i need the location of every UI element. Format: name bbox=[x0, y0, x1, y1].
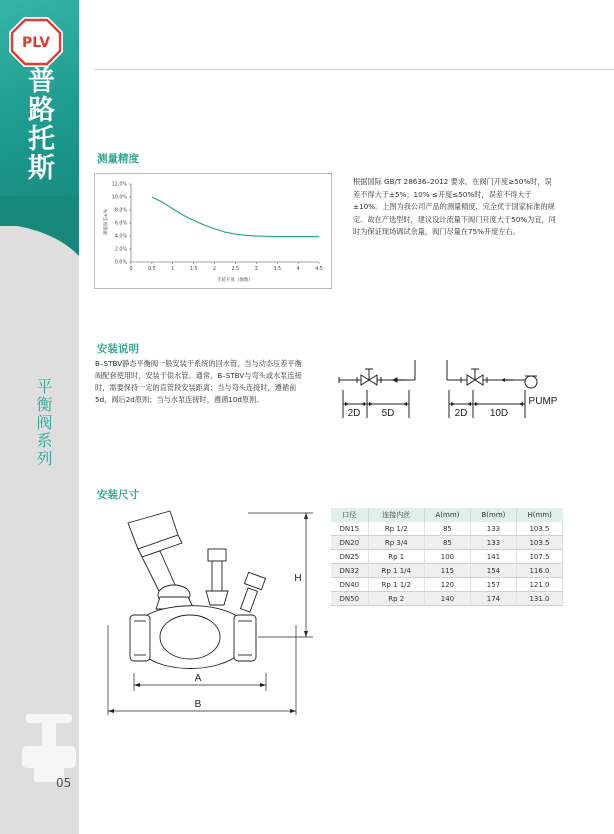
sidebar-curve bbox=[0, 196, 79, 256]
table-cell: 103.5 bbox=[516, 522, 562, 536]
accuracy-chart bbox=[94, 173, 332, 289]
table-row bbox=[331, 522, 563, 536]
chart-y-tick-label: 4.0% bbox=[114, 234, 127, 240]
chart-x-tick-label: 3 bbox=[254, 267, 258, 272]
table-row bbox=[331, 536, 563, 550]
chart-y-tick-label: 2.0% bbox=[114, 247, 127, 253]
chart-x-tick-label: 4 bbox=[296, 267, 300, 272]
dimension-a-label: A bbox=[194, 673, 202, 684]
table-cell: 85 bbox=[424, 522, 470, 536]
install-diagram-elbow bbox=[333, 356, 433, 424]
table-cell: DN50 bbox=[331, 592, 368, 606]
table-cell: 100 bbox=[424, 550, 470, 564]
valve-drawing bbox=[98, 505, 323, 723]
table-cell: 85 bbox=[424, 536, 470, 550]
chart-y-tick-label: 0.0% bbox=[114, 260, 127, 266]
table-cell: DN15 bbox=[331, 522, 368, 536]
dimensions-title: 安装尺寸 bbox=[97, 489, 139, 501]
install-title: 安装说明 bbox=[97, 343, 139, 355]
table-cell: 107.5 bbox=[516, 550, 562, 564]
table-cell: Rp 1 1/2 bbox=[368, 578, 424, 592]
table-cell: 120 bbox=[424, 578, 470, 592]
table-header-row bbox=[331, 508, 563, 522]
table-cell: DN25 bbox=[331, 550, 368, 564]
table-cell: DN20 bbox=[331, 536, 368, 550]
accuracy-chart-svg bbox=[95, 174, 331, 288]
chart-y-tick-label: 6.0% bbox=[114, 221, 127, 227]
valve-watermark-icon bbox=[20, 708, 78, 786]
chart-x-tick-label: 1 bbox=[171, 267, 175, 272]
series-name: 平衡阀系列 bbox=[34, 378, 53, 468]
accuracy-title: 测量精度 bbox=[97, 153, 139, 165]
chart-x-tick-label: 2 bbox=[213, 267, 217, 272]
chart-x-tick-label: 4.5 bbox=[315, 267, 323, 272]
chart-x-tick-label: 2.5 bbox=[231, 267, 240, 272]
diagram2-label-10d: 10D bbox=[489, 408, 509, 419]
chart-y-axis-label: 测量误差±% bbox=[104, 208, 109, 236]
table-row bbox=[331, 550, 563, 564]
diagram2-label-2d: 2D bbox=[454, 408, 468, 419]
chart-series-line bbox=[152, 197, 319, 237]
table-cell: 131.0 bbox=[516, 592, 562, 606]
table-cell: DN40 bbox=[331, 578, 368, 592]
table-header: 口径 bbox=[331, 508, 368, 522]
accuracy-paragraph: 根据国际 GB/T 28636–2012 要求，在阀门开度≥50%时，误差不得大于±5%；10% ≤开度≤50%时，误差不得大于 ±10%。上图为我公司产品的测量精度，完全优于国家标准的规定。故在产选型时，建议设计流量下阀门开度大于50%为宜，同时为保证现场调试余量，阀门尽量在75%开度左右。 bbox=[353, 177, 556, 236]
table-cell: 154 bbox=[470, 564, 516, 578]
chart-x-tick-label: 0.5 bbox=[148, 267, 156, 272]
table-cell: Rp 1/2 bbox=[368, 522, 424, 536]
table-row bbox=[331, 564, 563, 578]
diagram1-label-5d: 5D bbox=[381, 408, 395, 419]
brand-name: 普路托斯 bbox=[23, 66, 54, 182]
table-header: A(mm) bbox=[424, 508, 470, 522]
logo-text: PLV bbox=[21, 35, 51, 51]
dimension-b-label: B bbox=[194, 699, 202, 710]
chart-x-tick-label: 0 bbox=[129, 267, 133, 272]
table-cell: 157 bbox=[470, 578, 516, 592]
dimensions-table bbox=[331, 508, 563, 606]
plv-logo-icon bbox=[6, 14, 66, 70]
table-cell: Rp 3/4 bbox=[368, 536, 424, 550]
chart-x-axis-label: 手轮开度（圈数） bbox=[217, 278, 253, 283]
diagram2-pump-label: PUMP bbox=[528, 396, 558, 407]
table-cell: DN32 bbox=[331, 564, 368, 578]
table-cell: 133 bbox=[470, 536, 516, 550]
table-cell: 140 bbox=[424, 592, 470, 606]
diagram1-label-2d: 2D bbox=[347, 408, 361, 419]
table-cell: Rp 2 bbox=[368, 592, 424, 606]
chart-y-tick-label: 12.0% bbox=[111, 182, 127, 188]
table-cell: 174 bbox=[470, 592, 516, 606]
table-cell: 115 bbox=[424, 564, 470, 578]
table-row bbox=[331, 578, 563, 592]
table-header: 连接内丝 bbox=[368, 508, 424, 522]
table-cell: 121.0 bbox=[516, 578, 562, 592]
table-cell: 133 bbox=[470, 522, 516, 536]
install-diagram-pump bbox=[437, 356, 567, 424]
table-row bbox=[331, 592, 563, 606]
chart-x-tick-label: 1.5 bbox=[189, 267, 198, 272]
table-cell: 141 bbox=[470, 550, 516, 564]
install-paragraph: B–STBV静态平衡阀一般安装于系统的回水管，当与动态压差平衡阀配套使用时，安装于供水管。通常，B–STBV与弯头或水泵连接时，需要保持一定的直管段安装距离；当与弯头连接时，遵循前5d，阀后2d原则；当与水泵连接时，遵循10d原则。 bbox=[95, 359, 302, 404]
table-cell: 116.0 bbox=[516, 564, 562, 578]
chart-y-tick-label: 8.0% bbox=[114, 208, 127, 214]
chart-y-tick-label: 10.0% bbox=[111, 195, 127, 201]
sidebar bbox=[0, 0, 79, 834]
chart-x-tick-label: 3.5 bbox=[273, 267, 282, 272]
table-cell: 103.5 bbox=[516, 536, 562, 550]
table-cell: Rp 1 1/4 bbox=[368, 564, 424, 578]
table-header: H(mm) bbox=[516, 508, 562, 522]
table-header: B(mm) bbox=[470, 508, 516, 522]
dimension-h-label: H bbox=[294, 573, 302, 584]
top-divider bbox=[94, 69, 614, 70]
table-cell: Rp 1 bbox=[368, 550, 424, 564]
page-number: 05 bbox=[56, 776, 72, 790]
